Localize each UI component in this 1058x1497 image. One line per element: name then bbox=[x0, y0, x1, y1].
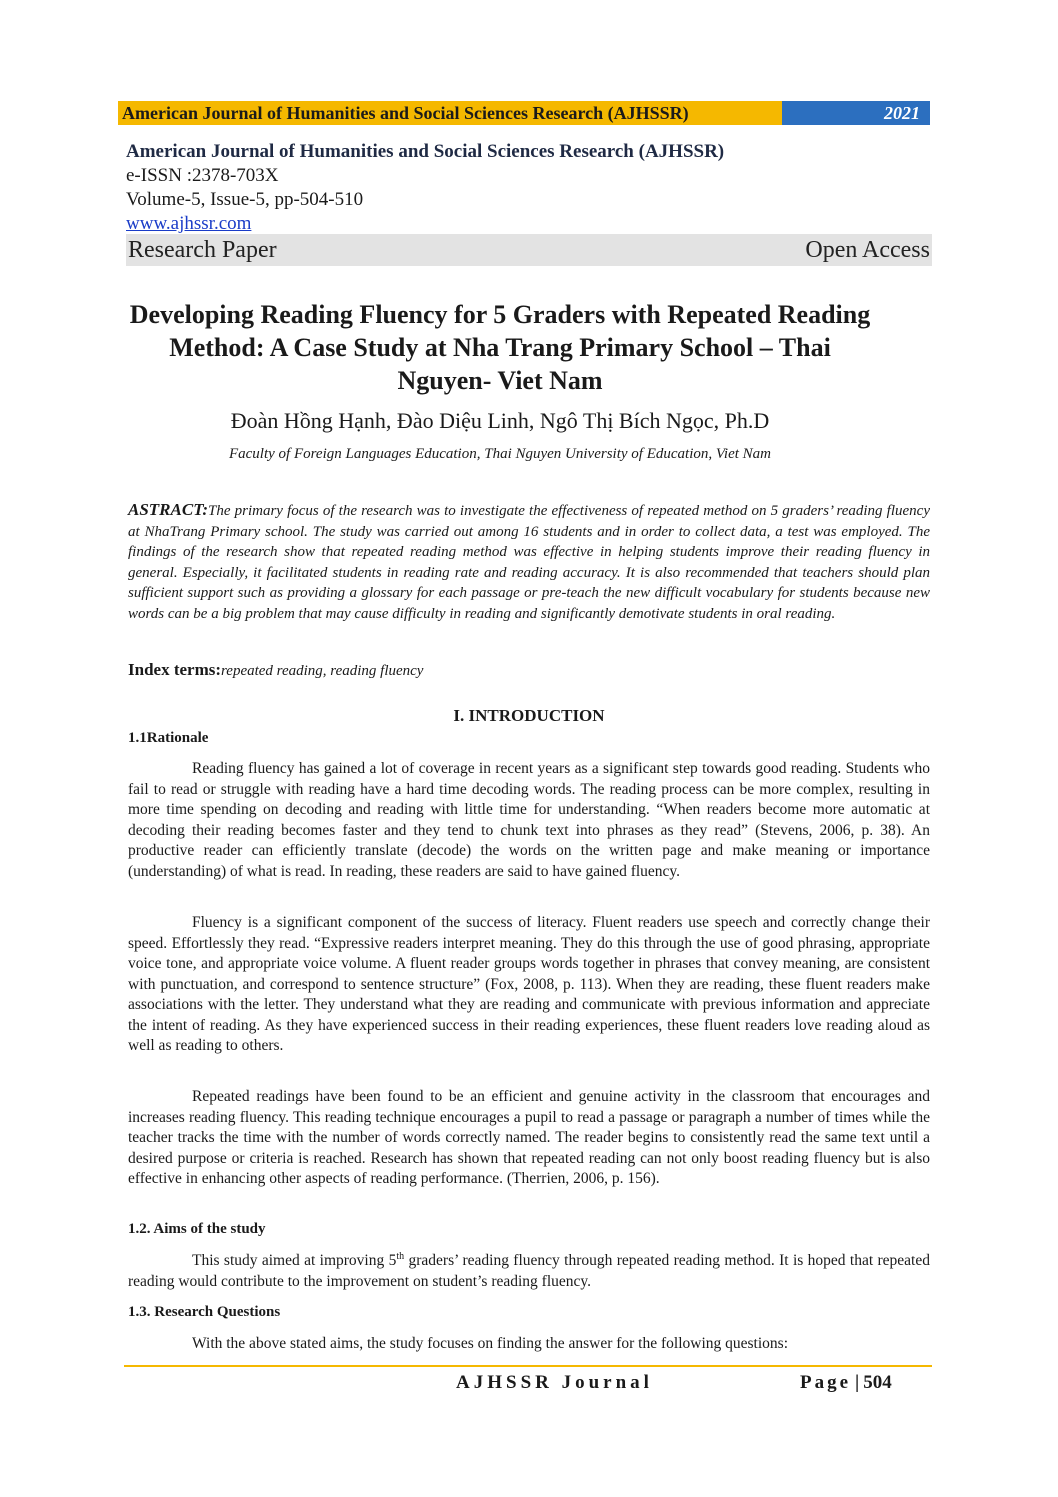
subsection-heading-aims: 1.2. Aims of the study bbox=[128, 1221, 266, 1237]
section-heading-introduction: I. INTRODUCTION bbox=[453, 706, 605, 725]
index-terms bbox=[128, 660, 423, 680]
aims-superscript: th bbox=[396, 1250, 405, 1262]
journal-header-band bbox=[118, 101, 930, 125]
footer-divider bbox=[124, 1365, 932, 1367]
index-terms-label: Index terms: bbox=[128, 660, 222, 679]
paragraph-rationale-3: Repeated readings have been found to be an efficient and genuine activity in the classroom that encourages and increases reading fluency. This reading technique encourages a pupil to read a passage or paragraph a number of times while the teacher tracks the time with the number of words correctly named. The reader begins to consistently read the same text until a desired purpose or criteria is reached. Research has shown that repeated reading can not only boost reading fluency but is also effective in enhancing other aspects of reading performance. (Therrien, 2006, p. 156). bbox=[128, 1088, 930, 1187]
subsection-heading-research-questions: 1.3. Research Questions bbox=[128, 1304, 281, 1320]
access-label: Open Access bbox=[805, 236, 930, 263]
abstract-text: The primary focus of the research was to investigate the effectiveness of repeated method on 5 graders’ reading fluency at NhaTrang Primary school. The study was carried out among 16 students and in order to collect data, a test was employed. The findings of the research show that repeated reading method was effective in helping students improve their reading fluency in general. Especially, it facilitated students in reading rate and reading accuracy. It is also recommended that teachers should plan sufficient support such as providing a glossary for each passage or pre-teach the new difficult vocabulary for students because new words can be a big problem that may cause difficulty in reading and significantly demotivate students in oral reading. bbox=[128, 503, 930, 622]
meta-issn: e-ISSN :2378-703X bbox=[126, 165, 279, 186]
footer-page bbox=[800, 1372, 892, 1394]
paragraph-rationale-1: Reading fluency has gained a lot of coverage in recent years as a significant step towards good reading. Students who fail to read or struggle with reading have a hard time decoding words. The reading process can be more complex, resulting in more time spending on decoding and reading with little time for understanding. “When readers become more automatic at decoding their reading becomes faster and they tend to chunk text into phrases as they read” (Stevens, 2006, p. 38). An productive reader can efficiently translate (decode) the words on the written page and make meaning or importance (understanding) of what is read. In reading, these readers are said to have gained fluency. bbox=[128, 760, 930, 880]
meta-journal-name: American Journal of Humanities and Social Sciences Research (AJHSSR) bbox=[126, 141, 725, 162]
subsection-heading-rationale: 1.1Rationale bbox=[128, 730, 209, 746]
paragraph-aims bbox=[128, 1251, 930, 1292]
footer-page-label: Page bbox=[800, 1372, 852, 1393]
header-journal-title: American Journal of Humanities and Social Sciences Research (AJHSSR) bbox=[118, 101, 782, 125]
paper-affiliation: Faculty of Foreign Languages Education, Thai Nguyen University of Education, Viet Nam bbox=[228, 446, 771, 462]
journal-meta bbox=[126, 140, 724, 236]
index-terms-text: repeated reading, reading fluency bbox=[221, 663, 424, 679]
abstract-label: ASTRACT: bbox=[128, 500, 208, 519]
paper-type-banner bbox=[126, 234, 932, 266]
aims-text-end: graders’ reading fluency through repeated reading method. It is hoped that repeated reading would contribute to the improvement on student’s reading fluency. bbox=[128, 1252, 930, 1290]
paragraph-rationale-2: Fluency is a significant component of the success of literacy. Fluent readers use speech and correctly change their speed. Effortlessly they read. “Expressive readers interpret meaning. They do this through the use of good phrasing, appropriate voice tone, and appropriate voice volume. A fluent reader groups words together in phrases that convey meaning, are consistent with punctuation, and correspond to sentence structure” (Fox, 2008, p. 113). When they are reading, these fluent readers make associations with the letter. They understand what they are reading and communicate with previous information and appreciate the intent of reading. As they have experienced success in their reading experiences, these fluent readers love reading aloud as well as reading to others. bbox=[128, 914, 930, 1054]
aims-text-start: This study aimed at improving 5 bbox=[192, 1252, 397, 1269]
paper-authors: Đoàn Hồng Hạnh, Đào Diệu Linh, Ngô Thị Bích Ngọc, Ph.D bbox=[230, 408, 770, 433]
journal-website-link[interactable]: www.ajhssr.com bbox=[126, 213, 252, 234]
footer-page-number: 504 bbox=[863, 1372, 892, 1393]
meta-volume: Volume-5, Issue-5, pp-504-510 bbox=[126, 189, 364, 210]
abstract bbox=[128, 500, 930, 624]
paragraph-research-questions: With the above stated aims, the study focuses on finding the answer for the following questions: bbox=[192, 1335, 789, 1352]
header-year: 2021 bbox=[782, 101, 930, 125]
paper-title: Developing Reading Fluency for 5 Graders with Repeated Reading Method: A Case Study at Nha Trang Primary School – Thai Nguyen- Viet Nam bbox=[129, 300, 871, 395]
footer-separator: | bbox=[855, 1372, 860, 1393]
paper-type-label: Research Paper bbox=[128, 236, 277, 263]
footer-journal: AJHSSR Journal bbox=[456, 1372, 653, 1393]
